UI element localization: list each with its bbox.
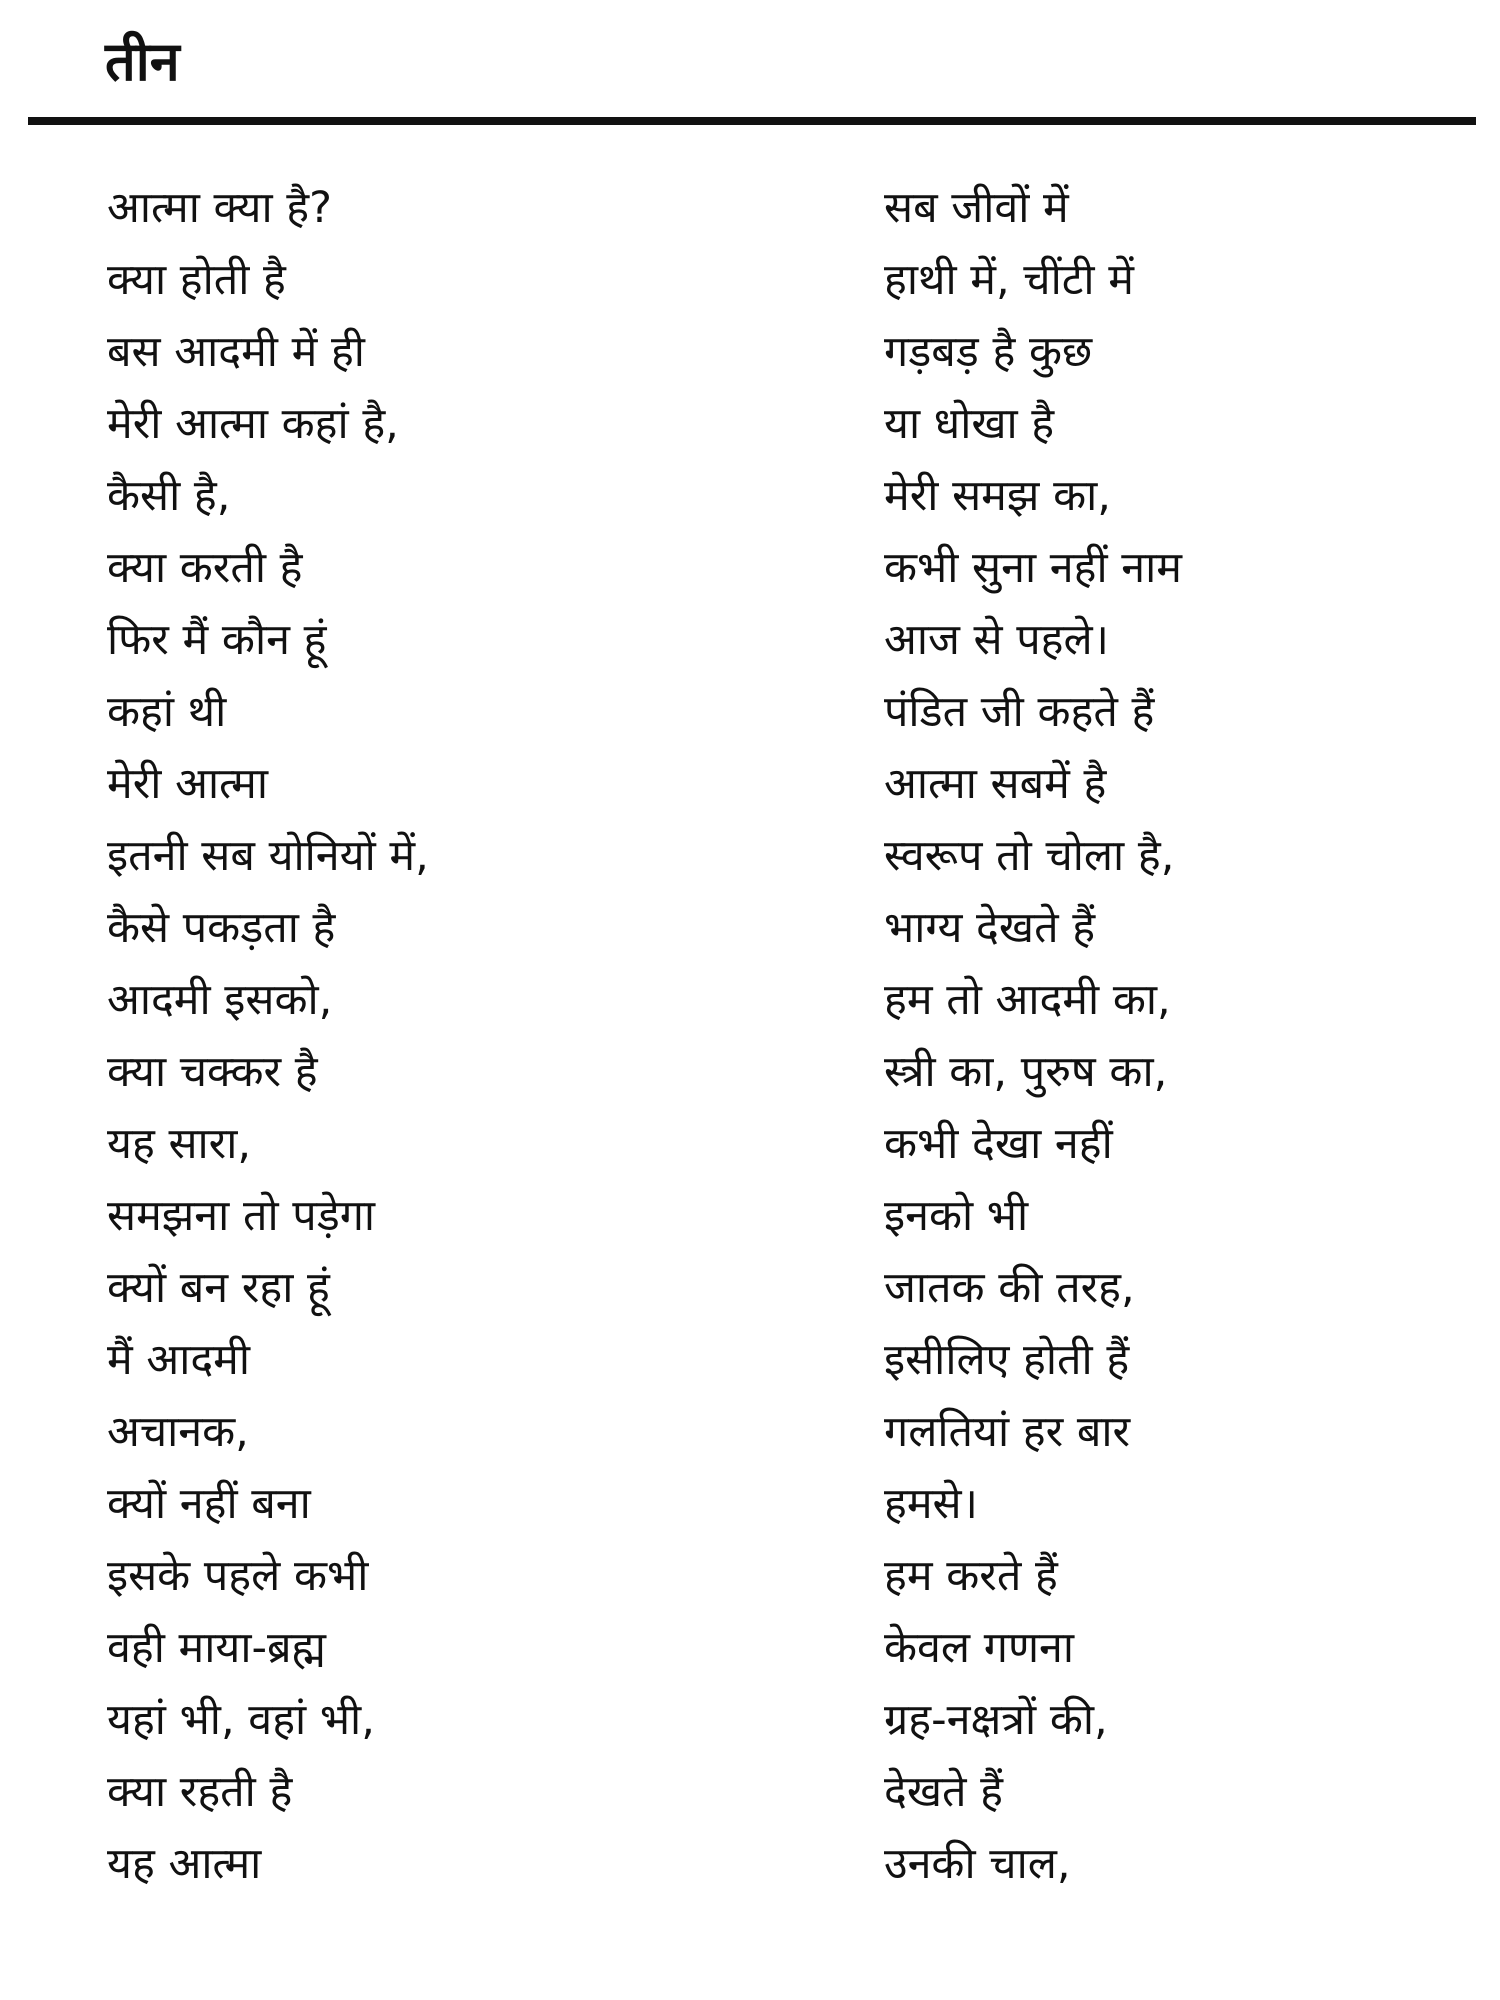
poem-line: उनकी चाल, (884, 1839, 1071, 1889)
poem-line: क्या करती है (107, 543, 303, 593)
poem-line: क्या होती है (107, 255, 286, 305)
poem-line: क्यों नहीं बना (107, 1479, 311, 1529)
poem-line: इतनी सब योनियों में, (107, 831, 429, 881)
poem-line: कैसी है, (107, 471, 231, 521)
poem-line: समझना तो पड़ेगा (107, 1191, 376, 1241)
poem-right-column (884, 172, 1464, 1900)
poem-line: इनको भी (884, 1191, 1029, 1241)
poem-line: पंडित जी कहते हैं (884, 687, 1155, 737)
poem-line: भाग्य देखते हैं (884, 903, 1096, 953)
poem-line: केवल गणना (884, 1623, 1075, 1673)
poem-line: गलतियां हर बार (884, 1407, 1131, 1457)
poem-line: मैं आदमी (107, 1335, 251, 1385)
poem-line: देखते हैं (884, 1767, 1004, 1817)
poem-line: इसके पहले कभी (107, 1551, 369, 1601)
poem-line: स्वरूप तो चोला है, (884, 831, 1175, 881)
poem-line: कभी सुना नहीं नाम (884, 543, 1183, 593)
poem-line: सब जीवों में (884, 183, 1069, 233)
poem-line: ग्रह-नक्षत्रों की, (884, 1695, 1108, 1745)
poem-line: अचानक, (107, 1407, 249, 1457)
poem-line: स्त्री का, पुरुष का, (884, 1047, 1168, 1097)
poem-line: या धोखा है (884, 399, 1055, 449)
poem-line: हाथी में, चींटी में (884, 255, 1134, 305)
poem-line: कैसे पकड़ता है (107, 903, 336, 953)
poem-line: हम करते हैं (884, 1551, 1058, 1601)
poem-line: इसीलिए होती हैं (884, 1335, 1130, 1385)
title-divider (28, 117, 1476, 125)
poem-line: आज से पहले। (884, 615, 1109, 665)
poem-line: आत्मा क्या है? (107, 183, 332, 233)
poem-line: कहां थी (107, 687, 227, 737)
poem-line: फिर मैं कौन हूं (107, 615, 327, 665)
poem-line: यह सारा, (107, 1119, 252, 1169)
poem-line: क्या चक्कर है (107, 1047, 318, 1097)
poem-line: आदमी इसको, (107, 975, 333, 1025)
poem-line: गड़बड़ है कुछ (884, 327, 1093, 377)
poem-line: क्या रहती है (107, 1767, 293, 1817)
poem-line: मेरी आत्मा कहां है, (107, 399, 399, 449)
poem-line: यहां भी, वहां भी, (107, 1695, 375, 1745)
poem-line: हमसे। (884, 1479, 978, 1529)
poem-left-column (107, 172, 807, 1900)
poem-line: वही माया-ब्रह्म (107, 1623, 326, 1673)
poem-line: यह आत्मा (107, 1839, 262, 1889)
poem-line: जातक की तरह, (884, 1263, 1135, 1313)
poem-line: हम तो आदमी का, (884, 975, 1171, 1025)
page-title: तीन (105, 30, 180, 93)
poem-line: मेरी समझ का, (884, 471, 1111, 521)
poem-line: मेरी आत्मा (107, 759, 268, 809)
poem-line: बस आदमी में ही (107, 327, 365, 377)
poem-line: क्यों बन रहा हूं (107, 1263, 330, 1313)
poem-line: आत्मा सबमें है (884, 759, 1107, 809)
poem-line: कभी देखा नहीं (884, 1119, 1113, 1169)
